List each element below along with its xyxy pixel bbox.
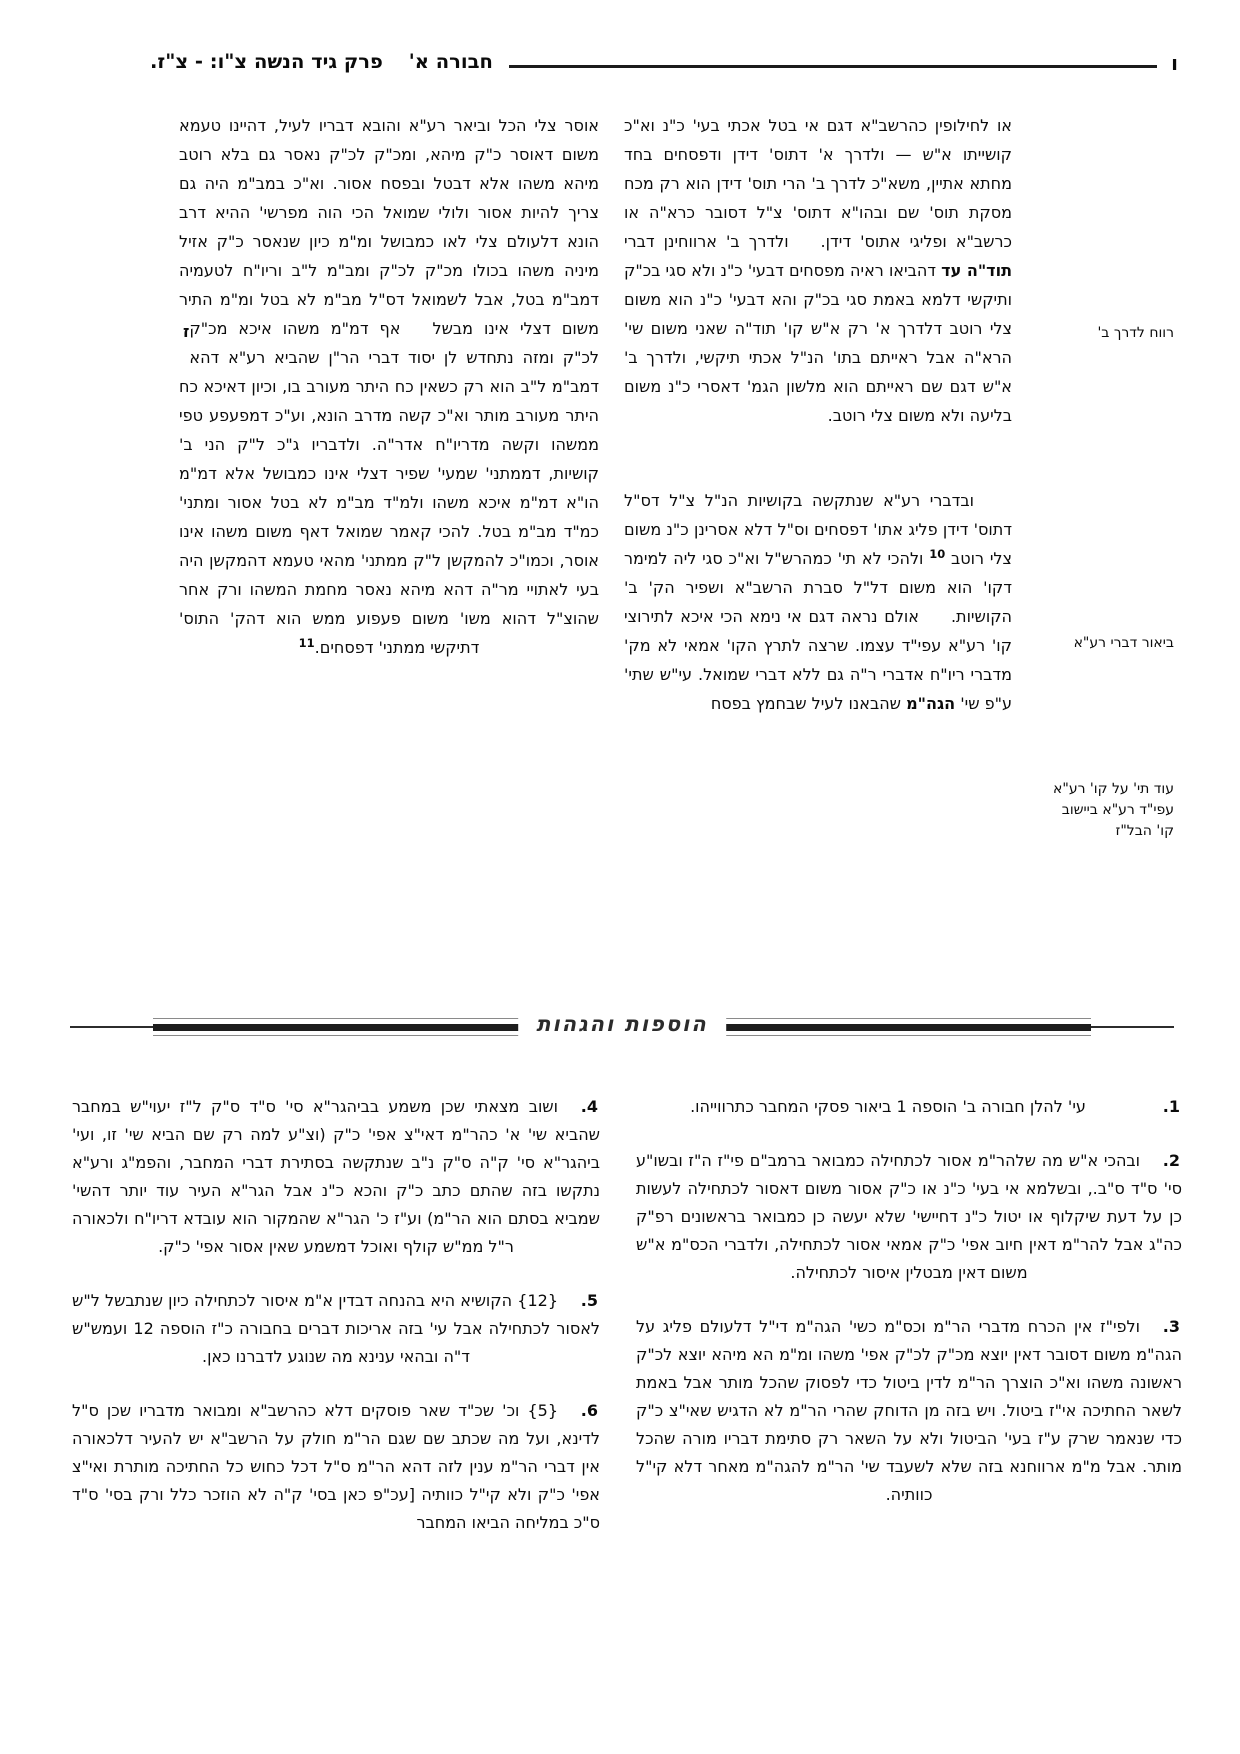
margin-notes-column bbox=[1012, 111, 1178, 971]
item-text: ולפי"ז אין הכרח מדברי הר"מ וכס"מ כשי' הגה"מ די"ל דלעולם פליג על הגה"מ משום דסובר דאין יוצא מכ"ק לכ"ק אפי' משהו ומ"מ הא מיהא יוצא לכ"ק ראשונה משהו וא"כ הוצרך הר"מ לדין ביטול כדי לפסוק שהכל מותר אבל באמת לשאר החתיכה אי"ז ביטול. ויש בזה מן הדוחק שהרי הר"מ לא הדגיש שאי"צ כ"ק כדי שנאמר שרק ע"ז בעי' הביטול ולא על השאר רק סתימת דבריו מורה שהכל מותר. אבל מ"מ ארווחנא בזה שלא לשעבד שי' הר"מ להגה"מ מאחר דלא קי"ל כוותיה. bbox=[636, 1317, 1182, 1504]
item-text: {5} וכ' שכ"ד שאר פוסקים דלא כהרשב"א ומבואר מדבריו שכן ס"ל לדינא, ועל מה שכתב שם שגם הר"מ חולק על הרשב"א יש להעיר דלכאורה אין דברי הר"מ ענין לזה דהא הר"מ ס"ל דכל כחוש כל החתיכה מותרת ואי"צ אפי' כ"ק ולא קי"ל כוותיה [עכ"פ כאן בסי' ק"ה לא הוזכר כלל ורק בסי' ס"ד ס"כ במליחה הביאו המחבר bbox=[72, 1401, 600, 1532]
divider-ornament-left bbox=[153, 1018, 523, 1036]
footnote-marker: ז bbox=[183, 322, 190, 341]
section-divider bbox=[70, 1005, 1174, 1049]
header-section-label: חבורה א' bbox=[408, 50, 493, 73]
additions-column-left bbox=[72, 1093, 600, 1563]
additions-section bbox=[0, 1069, 1240, 1563]
main-column-right bbox=[624, 111, 1012, 718]
margin-note: עוד תי' על קו' רע"א עפי"ד רע"א ביישוב קו' הבל"ז bbox=[1053, 781, 1174, 839]
item-number: 5. bbox=[580, 1291, 598, 1310]
item-text: עי' להלן חבורה ב' הוספה 1 ביאור פסקי המחבר כתרווייהו. bbox=[690, 1097, 1086, 1116]
addition-item bbox=[636, 1093, 1182, 1121]
page-number: ו bbox=[1171, 51, 1178, 75]
addition-item bbox=[72, 1093, 600, 1261]
main-column-left bbox=[179, 111, 599, 662]
header-chapter-label: פרק גיד הנשה צ"ו: - צ"ז. bbox=[150, 50, 383, 73]
item-number: 2. bbox=[1162, 1151, 1180, 1170]
main-text-section bbox=[0, 73, 1240, 971]
margin-note: רווח לדרך ב' bbox=[1097, 325, 1174, 341]
item-text: ובהכי א"ש מה שלהר"מ אסור לכתחילה כמבואר ברמב"ם פי"ז ה"ז ובשו"ע סי' ס"ד ס"ב., ובשלמא אי בעי' כ"נ או כ"ק אסור משום דאסור לכתחילה לעשות כן על דעת שיקלוף או יטול כ"נ דחיישי' שלא יעשה כן כמבואר בראשונים רפ"ק כה"ג אבל להר"מ דאין חיוב אפי' כ"ק אמאי אסור לכתחילה, ולדברי הכס"מ א"ש משום דאין מבטלין איסור לכתחילה. bbox=[636, 1151, 1182, 1282]
divider-ornament-right bbox=[721, 1018, 1091, 1036]
item-number: 6. bbox=[580, 1401, 598, 1420]
text-paragraph: או לחילופין כהרשב"א דגם אי בטל אכתי בעי' כ"נ וא"כ קושייתו א"ש — ולדרך א' דתוס' דידן ודפסחים בחד מחתא אתיין, משא"כ לדרך ב' הרי תוס' דידן הוא רק מכח מסקת תוס' שם ובהו"א דתוס' צ"ל דסובר כרא"ה או כרשב"א ופליגי אתוס' דידן. ולדרך ב' ארווחינן דברי תוד"ה עד דהביאו ראיה מפסחים דבעי' כ"נ ולא סגי בכ"ק ותיקשי דלמא באמת סגי בכ"ק והא דבעי' כ"נ הוא משום צלי רוטב דלדרך א' רק א"ש קו' תוד"ה שאני משום שי' הרא"ה אבל ראייתם בתו' הנ"ל אכתי תיקשי, ולדרך ב' א"ש דגם שם ראייתם הוא מלשון הגמ' דאסרי כ"נ משום בליעה ולא משום צלי רוטב. bbox=[624, 116, 1012, 425]
addition-item bbox=[72, 1287, 600, 1371]
item-text: {12} הקושיא היא בהנחה דבדין א"מ איסור לכתחילה כיון שנתבשל ל"ש לאסור לכתחילה אבל עי' בזה אריכות דברים בחבורה כ"ז הוספה 12 ועמש"ש ד"ה ובהאי ענינא מה שנוגע לדברנו כאן. bbox=[72, 1291, 600, 1366]
text-paragraph: ובדברי רע"א שנתקשה בקושיות הנ"ל צ"ל דס"ל דתוס' דידן פליג אתו' דפסחים וס"ל דלא אסרינן כ"נ משום צלי רוטב $^{10}$ ולהכי לא תי' כמהרש"ל וא"כ סגי ליה למימר דקו' הוא משום דל"ל סברת הרשב"א ושפיר הק' ב' הקושיות. אולם נראה דגם אי נימא הכי איכא לתירוצי קו' רע"א עפי"ד עצמו. שרצה לתרץ הקו' אמאי לא מק' מדברי ריו"ח אדברי ר"ה גם ללא דברי שמואל. עי"ש שתי' ע"פ שי' הגה"מ שהבאנו לעיל שבחמץ בפסח bbox=[624, 491, 1012, 713]
header-rule bbox=[509, 65, 1157, 68]
addition-item bbox=[72, 1397, 600, 1537]
page-title bbox=[150, 50, 493, 73]
text-paragraph: אוסר צלי הכל וביאר רע"א והובא דבריו לעיל, דהיינו טעמא משום דאוסר כ"ק מיהא, ומכ"ק לכ"ק נאסר גם בלא רוטב מיהא משהו אלא דבטל ובפסח אסור. וא"כ במב"מ היה גם צריך להיות אסור ולולי שמואל הכי הוה מפרשי' ההיא דרב הונא דלעולם צלי לאו כמבושל ומ"מ כיון שנאסר כ"ק אזיל מיניה משהו בכולו מכ"ק לכ"ק ומב"מ ל"ב וריו"ח לטעמיה דמב"מ בטל, אבל לשמואל דס"ל מב"מ לא בטל ומ"מ התיר משום דצלי אינו מבשל ז אף דמ"מ משהו איכא מכ"ק לכ"ק ומזה נתחדש לן יסוד דברי הר"ן שהביא רע"א דהא דמב"מ ל"ב הוא רק כשאין כח היתר מעורב בו, וכיון דאיכא כח היתר מעורב מותר וא"כ קשה מדרב הונא, וע"כ דמפעפע טפי ממשהו וקשה מדריו"ח אדר"ה. ולדבריו ג"כ ל"ק הני ב' קושיות, דממתני' שמעי' שפיר דצלי אינו כמבושל אלא דמ"מ הו"א דמ"מ איכא משהו ולמ"ד מב"מ לא בטל אסור ומתני' כמ"ד מב"מ בטל. להכי קאמר שמואל דאף משום משהו אינו אוסר, וכמו"כ להמקשן ל"ק ממתני' מהאי טעמא דהמקשן היה בעי לאתויי מר"ה דהא מיהא נאסר מחמת המשהו ורק אחר שהוצ"ל דהוא משו' משום פעפוע ממש הוא דהק' התוס' דתיקשי ממתני' דפסחים.$^{11}$ bbox=[179, 116, 599, 657]
addition-item bbox=[636, 1313, 1182, 1509]
item-number: 1. bbox=[1162, 1097, 1180, 1116]
additions-column-right bbox=[636, 1093, 1182, 1563]
addition-item bbox=[636, 1147, 1182, 1287]
item-text: ושוב מצאתי שכן משמע בביהגר"א סי' ס"ד ס"ק ל"ז יעוי"ש במחבר שהביא שי' א' כהר"מ דאי"צ אפי' כ"ק (וצ"ע למה רק שם הביא שי' זו, ועי' ביהגר"א סי' ק"ה ס"ק נ"ב שנתקשה בסתירת דברי המחבר, והפמ"ג ורע"א נתקשו בזה שהתם כתב כ"ק והכא כ"נ אבל הגר"א העיר עוד יותר דהשי' שמביא בסתם הוא הר"מ) וע"ז כ' הגר"א שהמקור הוא עובדא דריו"ח ולכאורה ר"ל ממ"ש קולף ואוכל דמשמע שאין אסור אפי' כ"ק. bbox=[72, 1097, 600, 1256]
margin-note: ביאור דברי רע"א bbox=[1073, 635, 1174, 651]
item-number: 4. bbox=[580, 1097, 598, 1116]
divider-title: הוספות והגהות bbox=[518, 1012, 726, 1036]
item-number: 3. bbox=[1162, 1317, 1180, 1336]
page-header bbox=[0, 0, 1240, 73]
